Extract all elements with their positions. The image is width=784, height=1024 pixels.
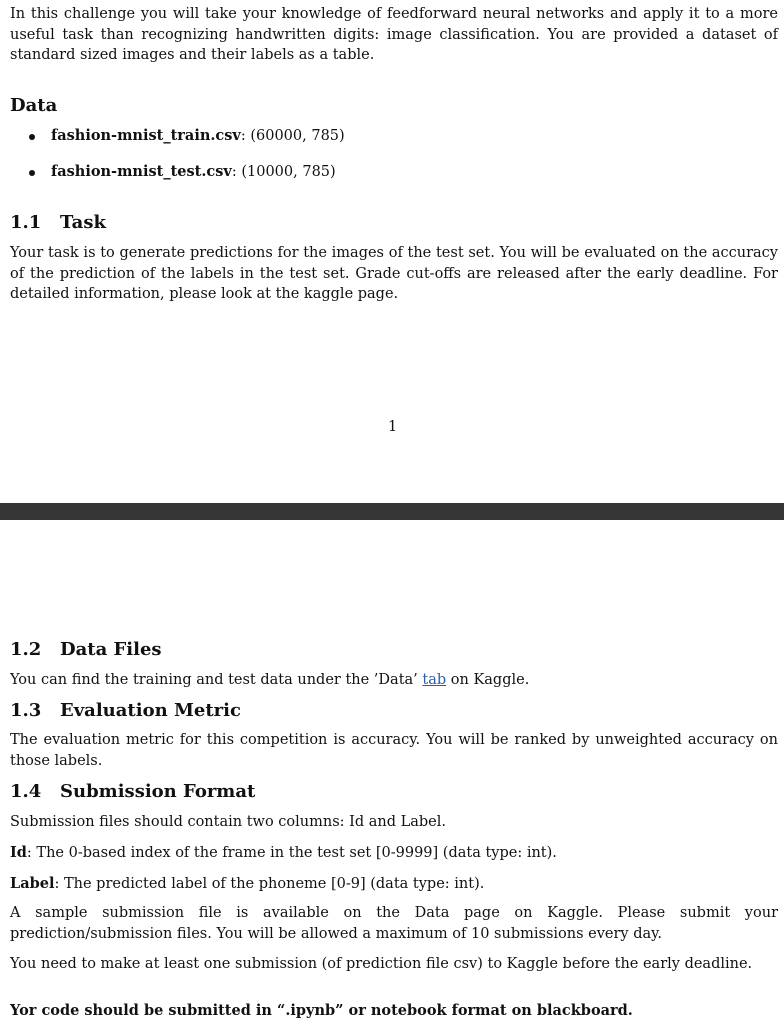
id-term: Id [10, 844, 27, 861]
file-shape: (10000, 785) [241, 164, 336, 180]
file-separator: : [240, 128, 251, 144]
deadline-paragraph [10, 954, 778, 975]
section-number: 1.3 [10, 700, 42, 721]
section-title: Task [60, 212, 106, 233]
deadline-text: You need to make at least one submission (of prediction file csv) to Kaggle before the early deadline. [10, 956, 753, 972]
section-heading-data-files [10, 639, 162, 660]
final-note: Yor code should be submitted in “.ipynb” or notebook format on blackboard. [10, 1002, 633, 1019]
intro-paragraph [10, 4, 778, 66]
bullet-icon [29, 170, 35, 176]
file-shape: (60000, 785) [250, 128, 345, 144]
file-list-item [32, 127, 345, 144]
id-paragraph [10, 843, 778, 864]
file-name: fashion-mnist_test.csv [51, 163, 232, 180]
id-text: : The 0-based index of the frame in the test set [0-9999] (data type: int). [26, 845, 557, 861]
bullet-icon [29, 134, 35, 140]
section-title: Evaluation Metric [60, 700, 241, 721]
sample-text: A sample submission file is available on the Data page on Kaggle. Please submit your prediction/submission files. You will be allowed a maximum of 10 submissions every day. [10, 905, 778, 942]
label-paragraph [10, 874, 778, 895]
columns-text: Submission files should contain two columns: Id and Label. [10, 814, 447, 830]
intro-text: In this challenge you will take your knowledge of feedforward neural networks and apply it to a more useful task than recognizing handwritten digits: image classification. You are provided a dataset of standard sized images and their labels as a table. [10, 6, 778, 63]
data-files-paragraph [10, 670, 778, 691]
page-number: 1 [388, 419, 398, 435]
label-description [10, 874, 778, 895]
section-heading-submission [10, 781, 255, 802]
section-heading-evaluation [10, 700, 241, 721]
page-divider [0, 503, 784, 520]
data-heading: Data [10, 95, 58, 116]
section-number: 1.1 [10, 212, 42, 233]
label-text: : The predicted label of the phoneme [0-9] (data type: int). [54, 876, 485, 892]
final-note-paragraph [10, 1001, 778, 1022]
evaluation-text: The evaluation metric for this competition is accuracy. You will be ranked by unweighted accuracy on those labels. [10, 732, 778, 769]
evaluation-paragraph [10, 730, 778, 771]
data-tab-link[interactable]: tab [422, 672, 447, 688]
file-list-item [32, 163, 336, 180]
data-files-text-after: on Kaggle. [446, 672, 530, 688]
section-number: 1.2 [10, 639, 42, 660]
file-name: fashion-mnist_train.csv [51, 127, 241, 144]
document-page-2 [0, 520, 784, 1024]
label-term: Label [10, 875, 55, 892]
id-description [10, 843, 778, 864]
data-files-text [10, 670, 778, 691]
file-separator: : [231, 164, 242, 180]
columns-paragraph [10, 812, 778, 833]
document-page-1 [0, 0, 784, 503]
section-title: Data Files [60, 639, 162, 660]
task-paragraph [10, 243, 778, 305]
section-title: Submission Format [60, 781, 256, 802]
task-text: Your task is to generate predictions for the images of the test set. You will be evaluated on the accuracy of the prediction of the labels in the test set. Grade cut-offs are released after the early deadline. For detailed information, please look at the kaggle page. [10, 245, 778, 302]
data-files-text-before: You can find the training and test data under the ’Data’ [10, 672, 423, 688]
sample-paragraph [10, 903, 778, 944]
section-heading-task [10, 212, 106, 233]
section-number: 1.4 [10, 781, 42, 802]
